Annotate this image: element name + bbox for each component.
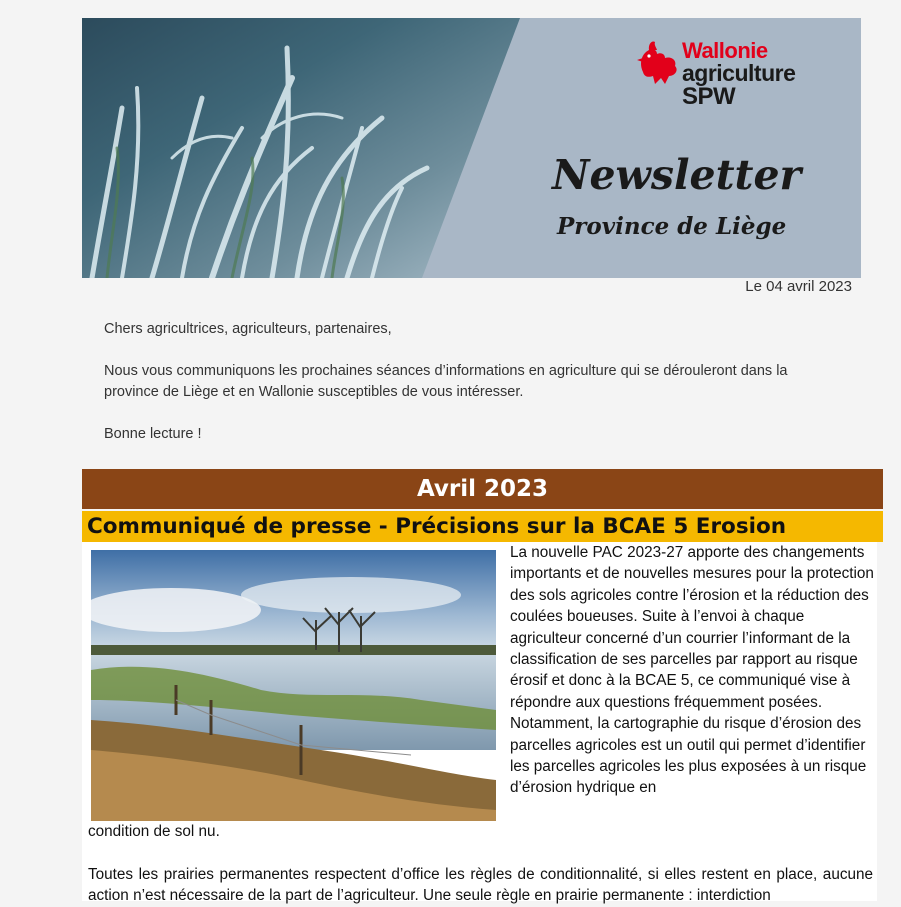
logo-spw-text: SPW [682, 83, 736, 110]
flooded-field-photo [91, 550, 496, 821]
wallonie-logo [635, 38, 835, 128]
intro-closing: Bonne lecture ! [104, 426, 202, 442]
article-paragraph-2: Toutes les prairies permanentes respectent d’office les règles de conditionnalité, si elles restent en place, aucune action n’est nécessaire de la part de l’agriculteur. Une seule règle en prairie permanente : interdiction [88, 866, 873, 905]
publication-date: Le 04 avril 2023 [745, 278, 852, 295]
intro-body: Nous vous communiquons les prochaines séances d’informations en agriculture qui se dérouleront dans la province de Liège et en Wallonie susceptibles de vous intéresser. [104, 363, 788, 400]
article-content [82, 542, 877, 905]
rooster-icon [635, 38, 681, 90]
logo-agriculture-text: agriculture [682, 60, 796, 86]
newsletter-subtitle: Province de Liège [557, 213, 787, 240]
newsletter-title: Newsletter [552, 151, 802, 199]
article-paragraph-1 [510, 542, 875, 799]
intro-greeting: Chers agricultrices, agriculteurs, partenaires, [104, 321, 392, 337]
article-paragraph-1-text: La nouvelle PAC 2023-27 apporte des changements importants et de nouvelles mesures pour la protection des sols agricoles contre l’érosion et la réduction des coulées boueuses. Suite à l’envoi à chaque agriculteur concerné d’un courrier l’informant de la classification de ses parcelles par rapport au risque érosif et donc à la BCAE 5, ce communiqué vise à répondre aux questions fréquemment posées. Notamment, la cartographie du risque d’érosion des parcelles agricoles est un outil qui permet d’identifier les parcelles agricoles les plus exposées à un risque d’érosion hydrique en [510, 544, 874, 797]
header-banner [82, 18, 861, 278]
intro-text [104, 319, 794, 445]
article-paragraph-1-tail: condition de sol nu. [88, 823, 220, 840]
article-title: Communiqué de presse - Précisions sur la BCAE 5 Erosion [82, 511, 883, 542]
month-heading: Avril 2023 [82, 469, 883, 509]
logo-wallonie-text: Wallonie [682, 38, 768, 63]
